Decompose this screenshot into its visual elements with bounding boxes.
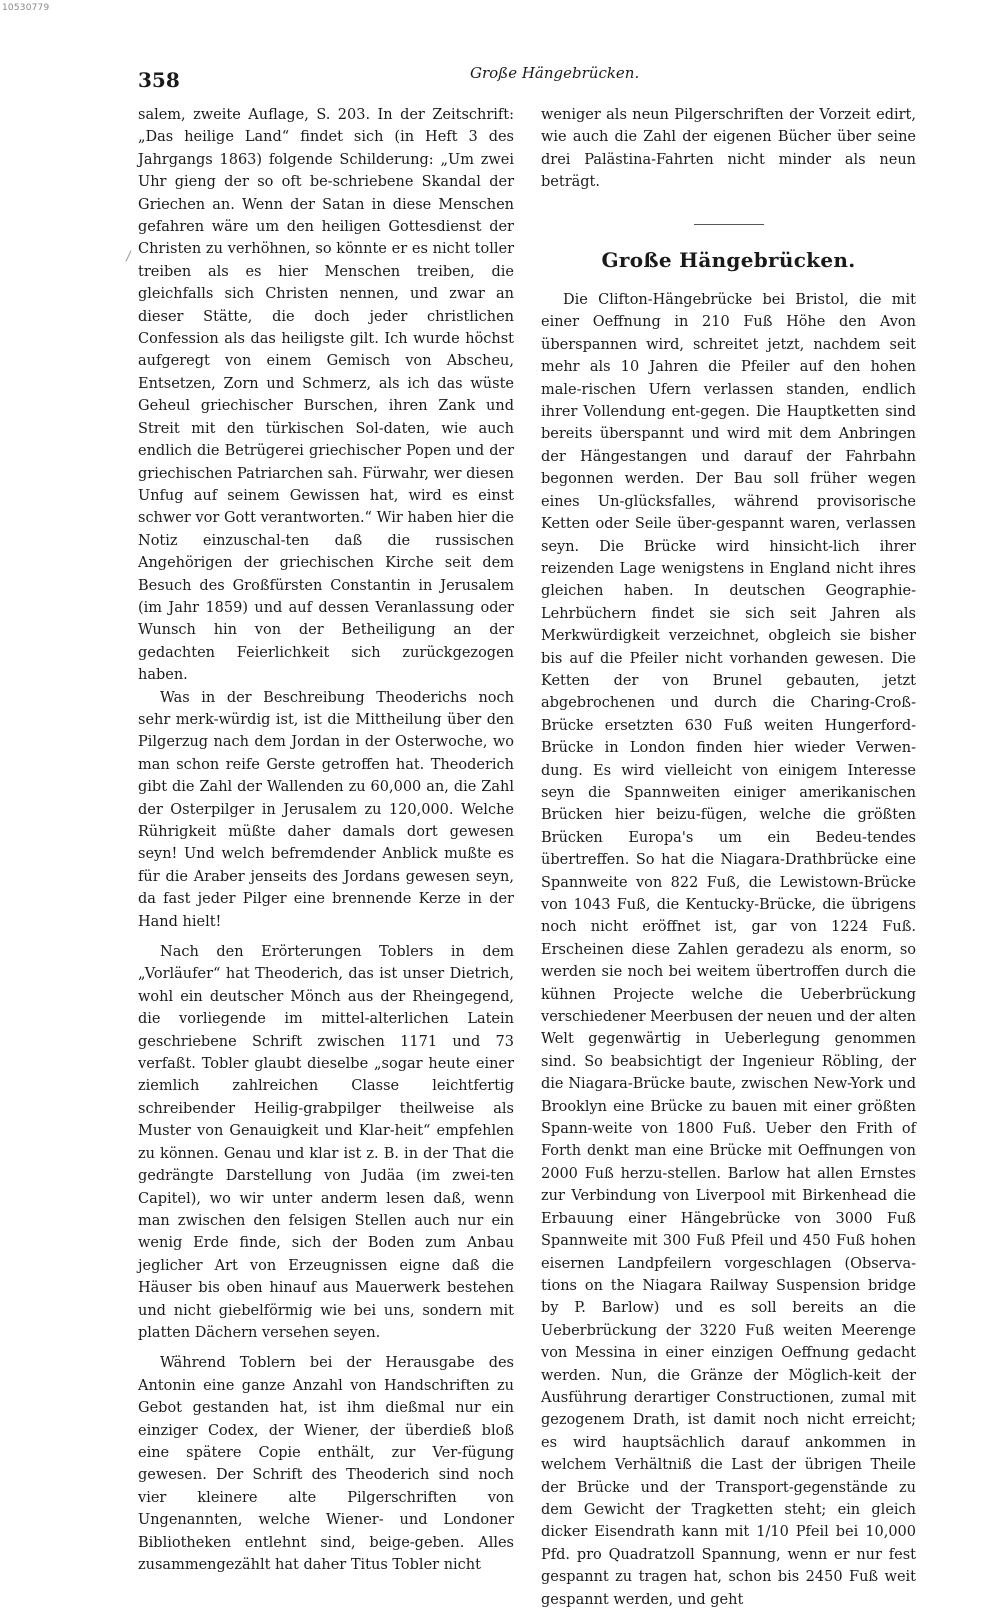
running-title: Große Hängebrücken. xyxy=(470,64,640,82)
paragraph: Die Clifton-Hängebrücke bei Bristol, die mit einer Oeffnung in 210 Fuß Höhe den Avon überspannen wird, schreitet jetzt, nachdem seit mehr als 10 Jahren die Pfeiler auf den hohen male-rischen Ufern verlassen standen, endlich ihrer Vollendung ent-gegen. Die Hauptketten sind bereits überspannt und wird mit dem Anbringen der Hängestangen und darauf der Fahrbahn begonnen werden. Der Bau soll früher wegen eines Un-glücksfalles, während provisorische Ketten oder Seile über-gespannt waren, verlassen seyn. Die Brücke wird hinsicht-lich ihrer reizenden Lage wenigstens in England nicht ihres gleichen haben. In deutschen Geographie-Lehrbüchern findet sie sich seit Jahren als Merkwürdigkeit verzeichnet, obgleich sie bisher bis auf die Pfeiler nicht vorhanden gewesen. Die Ketten der von Brunel gebauten, jetzt abgebrochenen und durch die Charing-Croß-Brücke ersetzten 630 Fuß weiten Hungerford-Brücke in London finden hier wieder Verwen-dung. Es wird vielleicht von einigem Interesse seyn die Spannweiten einiger amerikanischen Brücken hier beizu-fügen, welche die größten Brücken Europa's um ein Bedeu-tendes übertreffen. So hat die Niagara-Drathbrücke eine Spannweite von 822 Fuß, die Lewistown-Brücke von 1043 Fuß, die Kentucky-Brücke, die übrigens noch nicht eröffnet ist, gar von 1224 Fuß. Erscheinen diese Zahlen geradezu als enorm, so werden sie noch bei weitem übertroffen durch die kühnen Projecte welche die Ueberbrückung verschiedener Meerbusen der neuen und der alten Welt gegenwärtig in Ueberlegung genommen sind. So beabsichtigt der Ingenieur Röbling, der die Niagara-Brücke baute, zwischen New-York und Brooklyn eine Brücke zu bauen mit einer größten Spann-weite von 1800 Fuß. Ueber den Frith of Forth denkt man eine Brücke mit Oeffnungen von 2000 Fuß herzu-stellen. Barlow hat allen Ernstes zur Verbindung von Liverpool mit Birkenhead die Erbauung einer Hängebrücke von 3000 Fuß Spannweite mit 300 Fuß Pfeil und 450 Fuß hohen eisernen Landpfeilern vorgeschlagen (Observa-tions on the Niagara Railway Suspension bridge by P. Barlow) und es soll bereits an die Ueberbrückung der 3220 Fuß weiten Meerenge von Messina in einer einzigen Oeffnung gedacht werden. Nun, die Gränze der Möglich-keit der Ausführung derartiger Constructionen, zumal mit gezogenem Drath, ist damit noch nicht erreicht; es wird hauptsächlich darauf ankommen in welchem Verhältniß die Last der übrigen Theile der Brücke und der Transport-gegenstände zu dem Gewicht der Tragketten steht; ein gleich dicker Eisendrath kann mit 1/10 Pfeil bei 10,000 Pfd. pro Quadratzoll Spannung, wenn er nur fest gespannt zu tragen hat, schon bis 2450 Fuß weit gespannt werden, und geht xyxy=(541,292,916,1608)
scan-id-label: 10530779 xyxy=(2,3,50,13)
section-title: Große Hängebrücken. xyxy=(601,247,856,272)
right-text-column xyxy=(541,104,916,1611)
margin-pencil-mark xyxy=(126,250,132,261)
paragraph: salem, zweite Auflage, S. 203. In der Zeitschrift: „Das heilige Land“ findet sich (in Heft 3 des Jahrgangs 1863) folgende Schilderung: „Um zwei Uhr gieng der so oft be-schriebene Skandal der Griechen an. Wenn der Satan in diese Menschen gefahren wäre um den heiligen Gottesdienst der Christen zu verhöhnen, so könnte er es nicht toller treiben als es hier Menschen treiben, die gleichfalls sich Christen nennen, und zwar an dieser Stätte, die doch jeder christlichen Confession als das heiligste gilt. Ich wurde höchst aufgeregt von einem Gemisch von Abscheu, Entsetzen, Zorn und Schmerz, als ich das wüste Geheul griechischer Burschen, ihren Zank und Streit mit den türkischen Sol-daten, wie auch endlich die Betrügerei griechischer Popen und der griechischen Patriarchen sah. Fürwahr, wer diesen Unfug auf seinem Gewissen hat, wird es einst schwer vor Gott verantworten.“ Wir haben hier die Notiz einzuschal-ten daß die russischen Angehörigen der griechischen Kirche seit dem Besuch des Großfürsten Constantin in Jerusalem (im Jahr 1859) und auf dessen Veranlassung oder Wunsch hin von der Betheiligung an der gedachten Feierlichkeit sich zurückgezogen haben. xyxy=(138,107,514,684)
paragraph: Nach den Erörterungen Toblers in dem „Vorläufer“ hat Theoderich, das ist unser Dietrich, wohl ein deutscher Mönch aus der Rheingegend, die vorliegende im mittel-alterlichen Latein geschriebene Schrift zwischen 1171 und 73 verfaßt. Tobler glaubt dieselbe „sogar heute einer ziemlich zahlreichen Classe leichtfertig schreibender Heilig-grabpilger theilweise als Muster von Genauigkeit und Klar-heit“ empfehlen zu können. Genau und klar ist z. B. in der That die gedrängte Darstellung von Judäa (im zwei-ten Capitel), wo wir unter anderm lesen daß, wenn man zwischen den felsigen Stellen auch nur ein wenig Erde finde, sich der Boden zum Anbau jeglicher Art von Erzeugnissen eigne daß die Häuser bis oben hinauf aus Mauerwerk bestehen und nicht giebelförmig wie bei uns, sondern mit platten Dächern versehen seyen. xyxy=(138,944,514,1341)
page-number: 358 xyxy=(138,68,180,92)
paragraph: Während Toblern bei der Herausgabe des Antonin eine ganze Anzahl von Handschriften zu Gebot gestanden hat, ist ihm dießmal nur ein einziger Codex, der Wiener, der überdieß bloß eine spätere Copie enthält, zur Ver-fügung gewesen. Der Schrift des Theoderich sind noch vier kleinere alte Pilgerschriften von Ungenannten, welche Wiener- und Londoner Bibliotheken entlehnt sind, beige-geben. Alles zusammengezählt hat daher Titus Tobler nicht xyxy=(138,1355,514,1573)
paragraph: Was in der Beschreibung Theoderichs noch sehr merk-würdig ist, ist die Mittheilung über den Pilgerzug nach dem Jordan in der Osterwoche, wo man schon reife Gerste getroffen hat. Theoderich gibt die Zahl der Wallenden zu 60,000 an, die Zahl der Osterpilger in Jerusalem zu 120,000. Welche Rührigkeit müßte daher damals dort gewesen seyn! Und welch befremdender Anblick mußte es für die Araber jenseits des Jordans gewesen seyn, da fast jeder Pilger eine brennende Kerze in der Hand hielt! xyxy=(138,689,514,930)
paragraph: weniger als neun Pilgerschriften der Vorzeit edirt, wie auch die Zahl der eigenen Bücher über seine drei Palästina-Fahrten nicht minder als neun beträgt. xyxy=(541,107,916,191)
section-divider xyxy=(694,224,764,225)
left-text-column xyxy=(138,104,514,1576)
